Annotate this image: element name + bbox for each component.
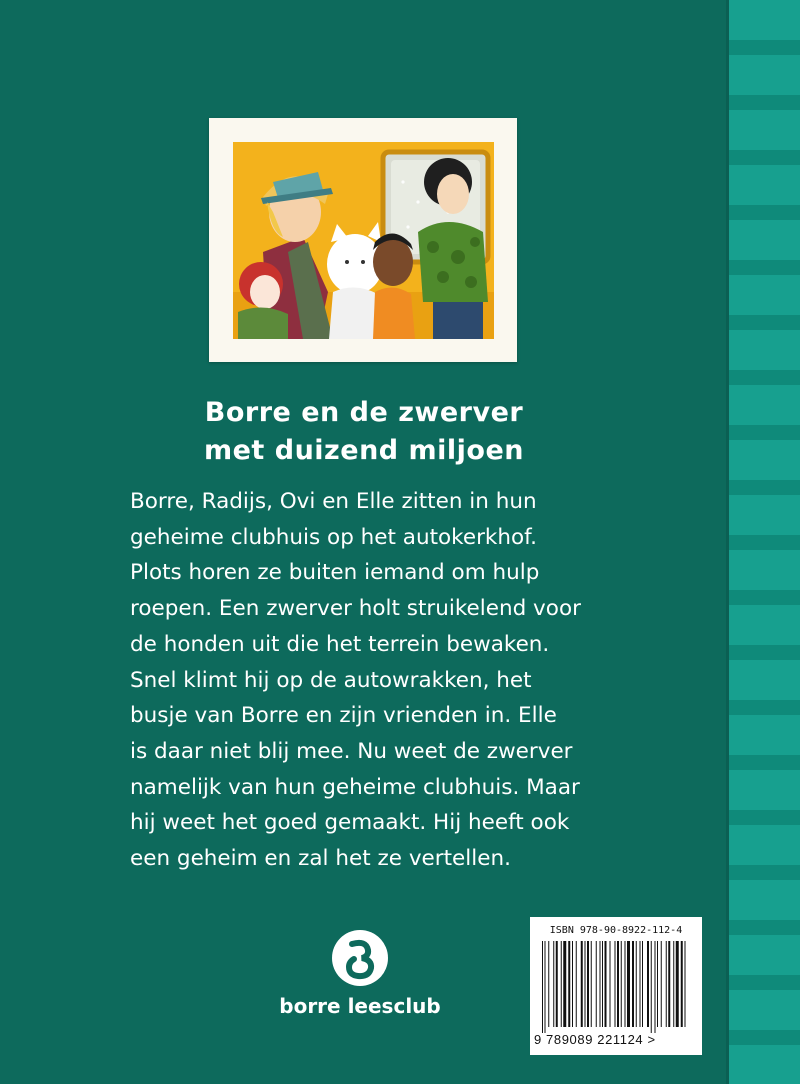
barcode-bar bbox=[621, 941, 622, 1027]
barcode-bar bbox=[610, 941, 611, 1027]
publisher-name: borre leesclub bbox=[279, 994, 441, 1018]
spine-stripes bbox=[726, 0, 800, 1084]
barcode-bar bbox=[545, 941, 546, 1033]
barcode-bar bbox=[657, 941, 658, 1027]
barcode-number: 9 789089 221124 bbox=[534, 1032, 644, 1047]
barcode-bar bbox=[556, 941, 558, 1027]
blurb-line: roepen. Een zwerver holt struikelend voor bbox=[130, 596, 581, 622]
blurb-line: busje van Borre en zijn vrienden in. Elle bbox=[130, 703, 557, 729]
barcode-quiet-mark: > bbox=[647, 1032, 656, 1047]
borre-logo-icon bbox=[332, 930, 388, 986]
barcode-bar bbox=[615, 941, 616, 1027]
barcode-bar bbox=[568, 941, 570, 1027]
barcode-bar bbox=[651, 941, 652, 1033]
barcode-bar bbox=[673, 941, 674, 1027]
barcode-bar bbox=[685, 941, 686, 1027]
barcode-bar bbox=[617, 941, 619, 1027]
blurb-line: Borre, Radijs, Ovi en Elle zitten in hun bbox=[130, 489, 537, 514]
blurb-line: geheime clubhuis op het autokerkhof. bbox=[130, 524, 537, 550]
barcode-bar bbox=[632, 941, 634, 1027]
isbn-label: ISBN 978-90-8922-112-4 bbox=[549, 925, 683, 936]
barcode-bar bbox=[642, 941, 643, 1027]
barcode-bar bbox=[647, 941, 649, 1027]
barcode-bar bbox=[676, 941, 679, 1027]
barcode-bar bbox=[625, 941, 626, 1027]
blurb-line: hij weet het goed gemaakt. Hij heeft ook bbox=[130, 810, 570, 836]
barcode-bar bbox=[666, 941, 667, 1027]
barcode-bar bbox=[661, 941, 662, 1027]
cover-illustration-frame bbox=[209, 118, 517, 362]
barcode-bar bbox=[602, 941, 603, 1027]
barcode-bar bbox=[576, 941, 577, 1027]
book-blurb bbox=[130, 484, 610, 877]
blurb-line: een geheim en zal het ze vertellen. bbox=[130, 846, 511, 872]
barcode-bar bbox=[591, 941, 592, 1027]
barcode-bar bbox=[553, 941, 554, 1027]
barcode-bar bbox=[655, 941, 656, 1033]
barcode-bar bbox=[605, 941, 607, 1027]
book-title bbox=[130, 394, 598, 470]
barcode-bar bbox=[640, 941, 641, 1027]
barcode-bar bbox=[636, 941, 637, 1027]
barcode-bar bbox=[581, 941, 583, 1027]
publisher-logo bbox=[250, 930, 470, 1018]
barcode-bar bbox=[600, 941, 601, 1027]
isbn-barcode bbox=[530, 917, 702, 1055]
barcode-bar bbox=[668, 941, 670, 1027]
barcode-bars bbox=[538, 941, 694, 1033]
barcode-bar bbox=[563, 941, 566, 1027]
barcode-bar bbox=[587, 941, 589, 1027]
barcode-bar bbox=[596, 941, 597, 1027]
blurb-line: Snel klimt hij op de autowrakken, het bbox=[130, 667, 532, 693]
book-title-line-1: Borre en de zwerver bbox=[204, 397, 524, 428]
barcode-digits bbox=[534, 1032, 700, 1047]
blurb-line: namelijk van hun geheime clubhuis. Maar bbox=[130, 774, 580, 800]
barcode-bar bbox=[542, 941, 543, 1033]
barcode-bar bbox=[681, 941, 683, 1027]
blurb-line: Plots horen ze buiten iemand om hulp bbox=[130, 560, 540, 586]
cover-illustration bbox=[233, 142, 494, 339]
barcode-bar bbox=[585, 941, 586, 1027]
barcode-bar bbox=[561, 941, 562, 1027]
barcode-bar bbox=[627, 941, 630, 1027]
barcode-bar bbox=[572, 941, 573, 1027]
book-title-line-2: met duizend miljoen bbox=[203, 435, 524, 466]
barcode-bar bbox=[548, 941, 549, 1027]
blurb-line: de honden uit die het terrein bewaken. bbox=[130, 631, 550, 657]
blurb-line: is daar niet blij mee. Nu weet de zwerver bbox=[130, 738, 573, 764]
